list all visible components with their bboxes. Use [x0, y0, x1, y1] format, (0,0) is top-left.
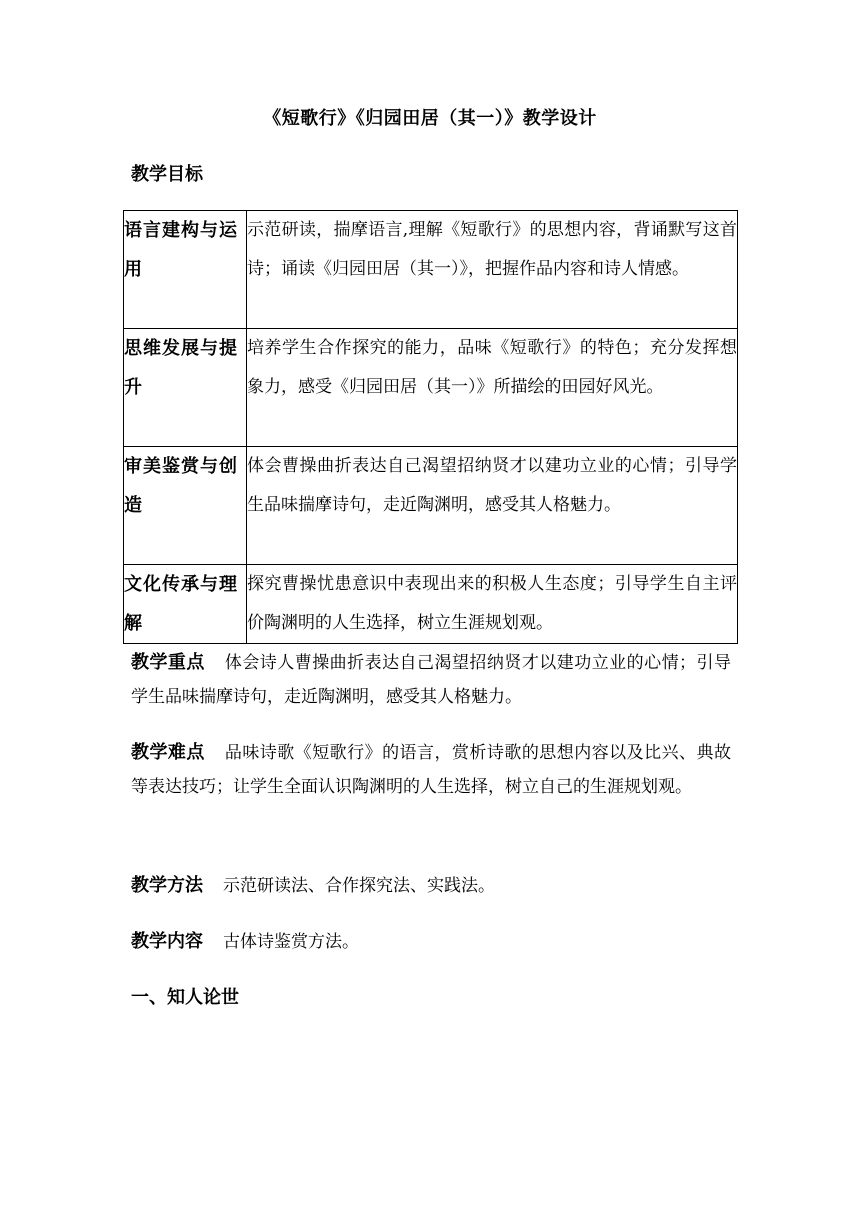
content-label: 教学内容	[131, 931, 203, 952]
objective-description: 体会曹操曲折表达自己渴望招纳贤才以建功立业的心情；引导学生品味揣摩诗句，走近陶渊明，感受其人格魅力。	[247, 447, 738, 565]
objective-description: 探究曹操忧患意识中表现出来的积极人生态度；引导学生自主评价陶渊明的人生选择，树立生涯规划观。	[247, 565, 738, 644]
key-points-paragraph	[131, 646, 731, 714]
objective-name: 审美鉴赏与创造	[124, 447, 247, 565]
objective-name: 思维发展与提升	[124, 329, 247, 447]
objective-row	[124, 447, 738, 565]
content-paragraph	[131, 925, 731, 959]
section-one-heading: 一、知人论世	[131, 987, 239, 1008]
objective-row	[124, 329, 738, 447]
objective-name: 文化传承与理解	[124, 565, 247, 644]
objective-name: 语言建构与运用	[124, 211, 247, 329]
objectives-table	[123, 210, 738, 644]
difficulties-label: 教学难点	[131, 742, 205, 763]
methods-text: 示范研读法、合作探究法、实践法。	[223, 876, 495, 896]
objective-description: 示范研读，揣摩语言,理解《短歌行》的思想内容，背诵默写这首诗；诵读《归园田居（其一）》，把握作品内容和诗人情感。	[247, 211, 738, 329]
content-text: 古体诗鉴赏方法。	[223, 932, 359, 952]
methods-paragraph	[131, 869, 731, 903]
document-title: 《短歌行》《归园田居（其一）》教学设计	[263, 108, 597, 129]
key-points-text: 体会诗人曹操曲折表达自己渴望招纳贤才以建功立业的心情；引导学生品味揣摩诗句，走近陶渊明，感受其人格魅力。	[131, 653, 731, 707]
objective-row	[124, 211, 738, 329]
methods-label: 教学方法	[131, 875, 203, 896]
objective-row	[124, 565, 738, 644]
difficulties-paragraph	[131, 736, 731, 804]
objectives-heading: 教学目标	[131, 164, 203, 185]
objective-description: 培养学生合作探究的能力，品味《短歌行》的特色；充分发挥想象力，感受《归园田居（其一）》所描绘的田园好风光。	[247, 329, 738, 447]
key-points-label: 教学重点	[131, 652, 205, 673]
difficulties-text: 品味诗歌《短歌行》的语言，赏析诗歌的思想内容以及比兴、典故等表达技巧；让学生全面认识陶渊明的人生选择，树立自己的生涯规划观。	[131, 743, 731, 797]
